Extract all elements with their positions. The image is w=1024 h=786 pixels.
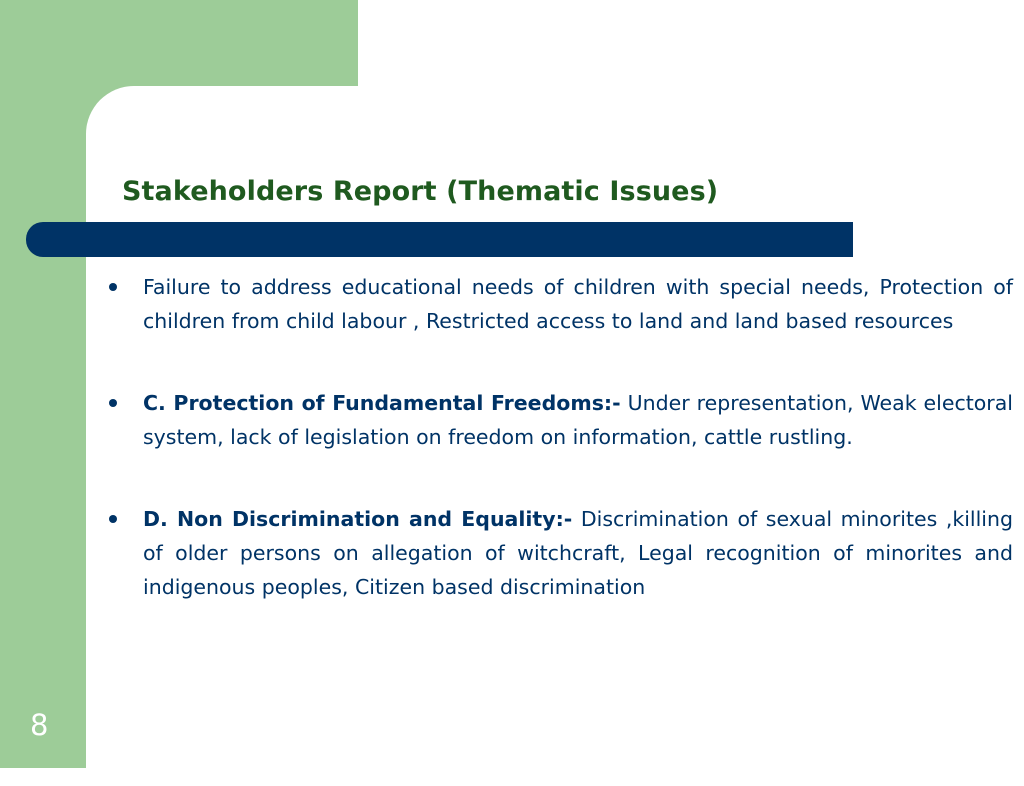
bullet-item-1 <box>100 270 1013 338</box>
bullet-item-2 <box>100 386 1013 454</box>
page-number: 8 <box>30 708 49 742</box>
bullet-dot-icon <box>109 515 117 523</box>
bullet-dot-icon <box>109 283 117 291</box>
bullet-text-3: Discrimination of sexual minorites ,killing of older persons on allegation of witchcraft, Legal recognition of minorites and indigenous peoples, Citizen based discrimination <box>143 507 1014 599</box>
bullet-lead-2: C. Protection of Fundamental Freedoms:- <box>143 391 621 415</box>
bullet-text-1: Failure to address educational needs of children with special needs, Protection of children from child labour , Restricted access to land and land based resources <box>143 275 1013 333</box>
bullet-text-2: Under representation, Weak electoral system, lack of legislation on freedom on information, cattle rustling. <box>143 391 1013 449</box>
bullet-dot-icon <box>109 399 117 407</box>
title-accent-bar <box>26 222 853 257</box>
bullet-item-3 <box>100 502 1013 604</box>
slide-title: Stakeholders Report (Thematic Issues) <box>122 176 719 207</box>
bullet-lead-3: D. Non Discrimination and Equality:- <box>143 507 573 531</box>
bullet-list <box>100 270 1013 604</box>
